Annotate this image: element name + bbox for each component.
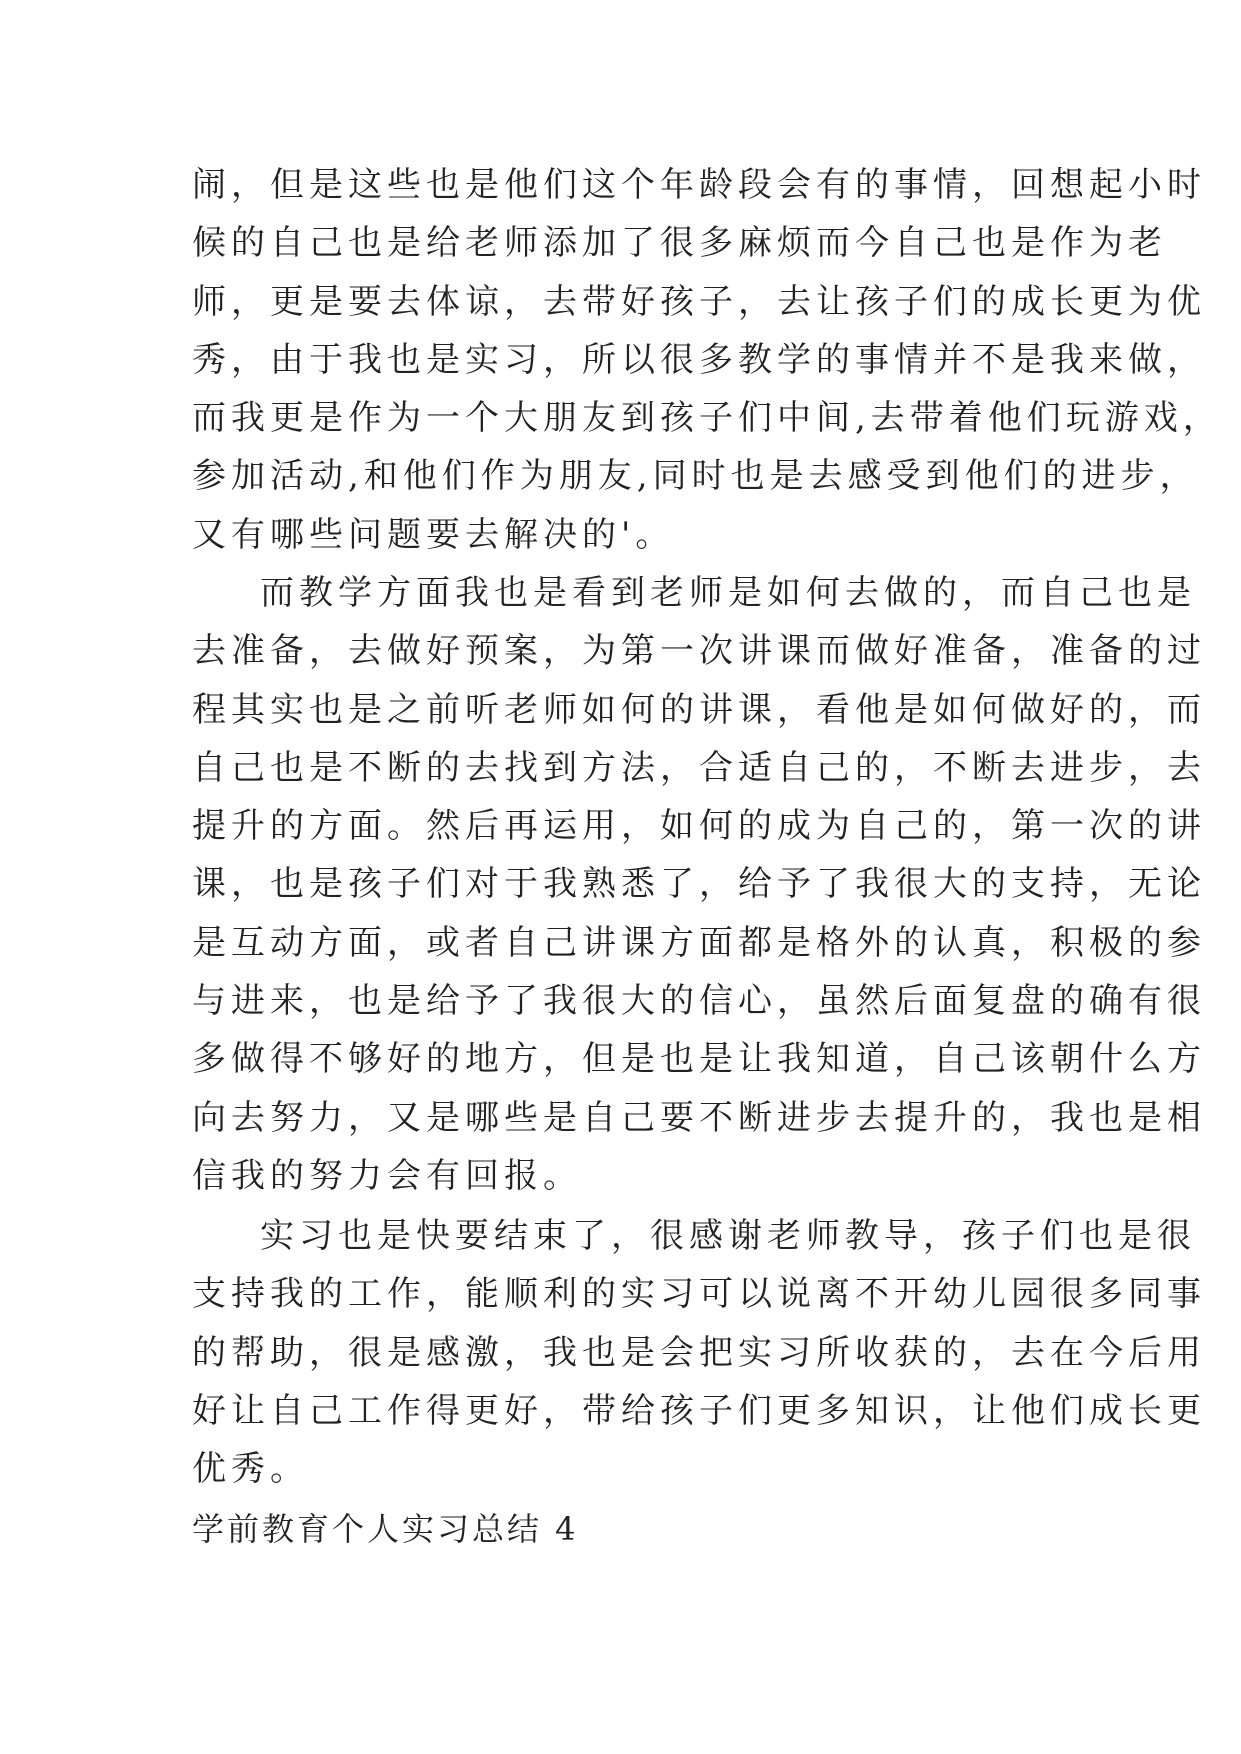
section-heading: 学前教育个人实习总结 4 — [192, 1510, 579, 1548]
paragraph-line: 支持我的工作，能顺利的实习可以说离不开幼儿园很多同事 — [192, 1274, 1206, 1315]
paragraph-2 — [192, 564, 1206, 1205]
paragraph-line: 的帮助，很是感激，我也是会把实习所收获的，去在今后用 — [192, 1332, 1206, 1373]
paragraph-line: 向去努力，又是哪些是自己要不断进步去提升的，我也是相 — [192, 1097, 1206, 1138]
paragraph-line: 自己也是不断的去找到方法，合适自己的，不断去进步，去 — [192, 747, 1206, 788]
paragraph-line: 与进来，也是给予了我很大的信心，虽然后面复盘的确有很 — [192, 981, 1206, 1022]
paragraph-3 — [192, 1207, 1206, 1498]
paragraph-line: 是互动方面，或者自己讲课方面都是格外的认真，积极的参 — [192, 922, 1206, 963]
paragraph-line: 多做得不够好的地方，但是也是让我知道，自己该朝什么方 — [192, 1039, 1206, 1080]
paragraph-line: 信我的努力会有回报。 — [192, 1155, 582, 1196]
paragraph-line: 参加活动,和他们作为朋友,同时也是去感受到他们的进步， — [192, 456, 1199, 497]
paragraph-line: 又有哪些问题要去解决的'。 — [192, 514, 675, 555]
paragraph-1 — [192, 156, 1222, 564]
paragraph-line: 而教学方面我也是看到老师是如何去做的，而自己也是 — [260, 573, 1196, 613]
paragraph-line: 师，更是要去体谅，去带好孩子，去让孩子们的成长更为优 — [192, 281, 1206, 322]
paragraph-line: 候的自己也是给老师添加了很多麻烦而今自己也是作为老 — [192, 223, 1167, 264]
paragraph-line: 课，也是孩子们对于我熟悉了，给予了我很大的支持，无论 — [192, 864, 1206, 905]
paragraph-line: 实习也是快要结束了，很感谢老师教导，孩子们也是很 — [260, 1216, 1196, 1256]
paragraph-line: 程其实也是之前听老师如何的讲课，看他是如何做好的，而 — [192, 689, 1206, 730]
paragraph-line: 去准备，去做好预案，为第一次讲课而做好准备，准备的过 — [192, 631, 1206, 672]
paragraph-line: 提升的方面。然后再运用，如何的成为自己的，第一次的讲 — [192, 806, 1206, 847]
paragraph-line: 优秀。 — [192, 1449, 309, 1490]
paragraph-line: 而我更是作为一个大朋友到孩子们中间,去带着他们玩游戏， — [192, 398, 1222, 439]
paragraph-line: 好让自己工作得更好，带给孩子们更多知识，让他们成长更 — [192, 1390, 1206, 1431]
paragraph-line: 闹，但是这些也是他们这个年龄段会有的事情，回想起小时 — [192, 165, 1206, 205]
paragraph-line: 秀，由于我也是实习，所以很多教学的事情并不是我来做， — [192, 339, 1206, 380]
